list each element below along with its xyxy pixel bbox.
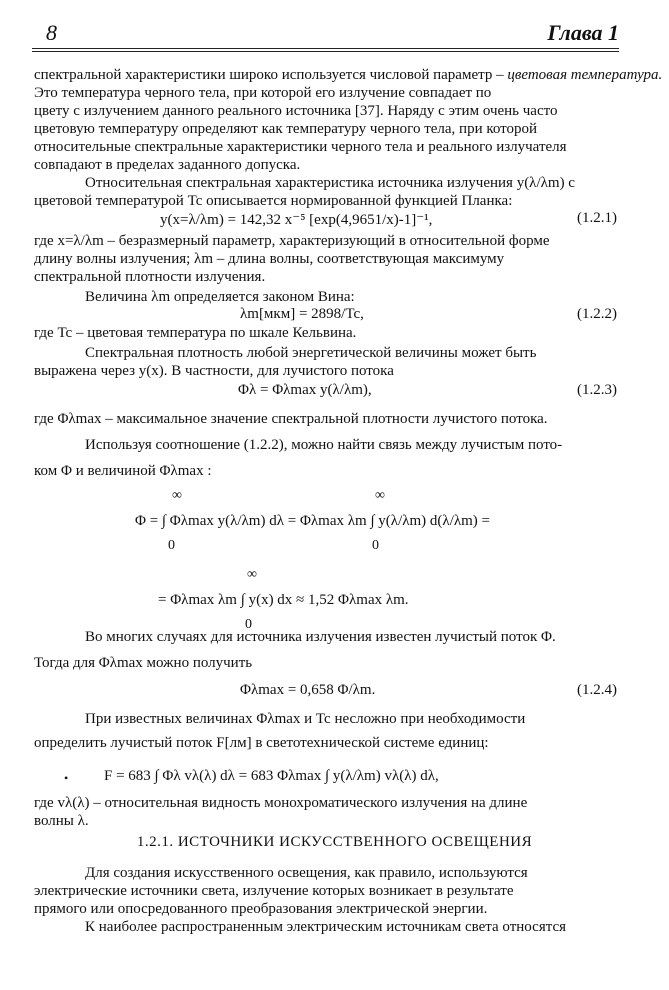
equation-number: (1.2.2) bbox=[577, 306, 617, 322]
text-line: совпадают в пределах заданного допуска. bbox=[34, 157, 301, 173]
header-rule bbox=[32, 48, 619, 52]
text-line: Это температура черного тела, при которой его излучение совпадает по bbox=[34, 85, 492, 101]
text-line: Тогда для Φλmax можно получить bbox=[34, 655, 253, 671]
text-line: где x=λ/λm – безразмерный параметр, характеризующий в относительной форме bbox=[34, 233, 550, 249]
lower-limit: 0 bbox=[372, 538, 379, 553]
text-line: спектральной плотности излучения. bbox=[34, 269, 266, 285]
text-line: длину волны излучения; λm – длина волны, соответствующая максимуму bbox=[34, 251, 505, 267]
text-line: относительные спектральные характеристики черного тела и реального излучателя bbox=[34, 139, 567, 155]
text-line: где Φλmax – максимальное значение спектральной плотности лучистого потока. bbox=[34, 411, 548, 427]
equation: λm[мкм] = 2898/Tc, bbox=[240, 306, 364, 322]
section-heading: 1.2.1. ИСТОЧНИКИ ИСКУССТВЕННОГО ОСВЕЩЕНИЯ bbox=[136, 834, 533, 850]
upper-limit: ∞ bbox=[172, 488, 182, 503]
text-line: цветовую температуру определяют как температуру черного тела, при которой bbox=[34, 121, 538, 137]
text-line: Во многих случаях для источника излучения известен лучистый поток Φ. bbox=[85, 629, 556, 645]
upper-limit: ∞ bbox=[375, 488, 385, 503]
text-line: Для создания искусственного освещения, как правило, используются bbox=[85, 865, 528, 881]
equation: Φλmax = 0,658 Φ/λm. bbox=[240, 682, 376, 698]
text-line: определить лучистый поток F[лм] в светотехнической системе единиц: bbox=[34, 735, 489, 751]
term-italic: цветовая температура. bbox=[507, 67, 663, 83]
chapter-title: Глава 1 bbox=[547, 20, 619, 45]
equation: Φ = ∫ Φλmax y(λ/λm) dλ = Φλmax λm ∫ y(λ/λm) d(λ/λm) = bbox=[135, 513, 491, 529]
lower-limit: 0 bbox=[168, 538, 175, 553]
text-line: При известных величинах Φλmax и Tc несложно при необходимости bbox=[85, 711, 526, 727]
equation: Φλ = Φλmax y(λ/λm), bbox=[238, 382, 372, 398]
running-header bbox=[32, 18, 619, 48]
equation: F = 683 ∫ Φλ vλ(λ) dλ = 683 Φλmax ∫ y(λ/λm) vλ(λ) dλ, bbox=[104, 768, 439, 784]
text-line: цвету с излучением данного реального источника [37]. Наряду с этим очень часто bbox=[34, 103, 558, 119]
equation-number: (1.2.3) bbox=[577, 382, 617, 398]
equation: = Φλmax λm ∫ y(x) dx ≈ 1,52 Φλmax λm. bbox=[158, 592, 409, 608]
equation-number: (1.2.4) bbox=[577, 682, 617, 698]
equation: y(x=λ/λm) = 142,32 x⁻⁵ [exp(4,9651/x)-1]⁻¹, bbox=[160, 212, 433, 228]
text-line: волны λ. bbox=[34, 813, 89, 829]
text-line: цветовой температурой Tc описывается нормированной функцией Планка: bbox=[34, 193, 513, 209]
text-line: прямого или опосредованного преобразования электрической энергии. bbox=[34, 901, 488, 917]
text-line: электрические источники света, излучение которых возникает в результате bbox=[34, 883, 514, 899]
text-line: Относительная спектральная характеристика источника излучения y(λ/λm) с bbox=[85, 175, 575, 191]
page-number: 8 bbox=[46, 20, 57, 45]
text-line: ком Φ и величиной Φλmax : bbox=[34, 463, 212, 479]
text-line: Используя соотношение (1.2.2), можно найти связь между лучистым пото- bbox=[85, 437, 563, 453]
text-line: Спектральная плотность любой энергетической величины может быть bbox=[85, 345, 537, 361]
text-line: выражена через y(x). В частности, для лучистого потока bbox=[34, 363, 394, 379]
text-line: где vλ(λ) – относительная видность монохроматического излучения на длине bbox=[34, 795, 528, 811]
text-line: К наиболее распространенным электрическим источникам света относятся bbox=[85, 919, 567, 935]
text-line: спектральной характеристики широко используется числовой параметр – цветовая температура. bbox=[34, 67, 663, 83]
upper-limit: ∞ bbox=[247, 567, 257, 582]
equation-number: (1.2.1) bbox=[577, 210, 617, 226]
stray-mark: • bbox=[64, 771, 69, 785]
text-line: Величина λm определяется законом Вина: bbox=[85, 289, 355, 305]
text-line: где Tc – цветовая температура по шкале Кельвина. bbox=[34, 325, 357, 341]
lower-limit: 0 bbox=[245, 617, 252, 632]
